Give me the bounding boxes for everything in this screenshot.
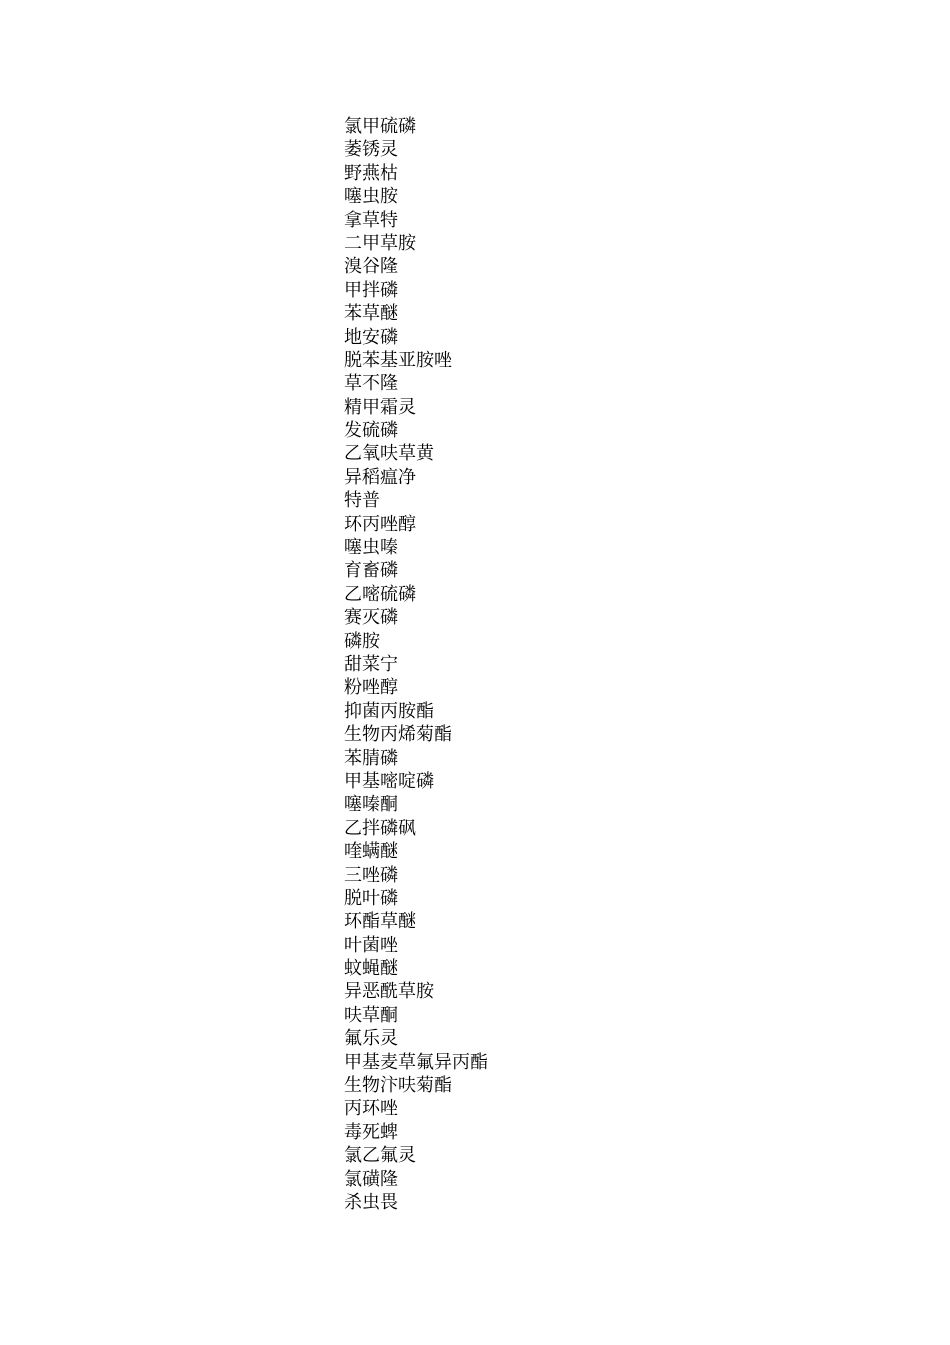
list-item: 苯草醚: [344, 303, 398, 325]
list-item: 异稻瘟净: [344, 466, 416, 488]
list-item: 精甲霜灵: [344, 396, 416, 418]
list-item: 环酯草醚: [344, 911, 416, 933]
list-item: 野燕枯: [344, 162, 398, 184]
list-item: 生物丙烯菊酯: [344, 724, 452, 746]
list-item: 溴谷隆: [344, 256, 398, 278]
list-item: 氯乙氟灵: [344, 1145, 416, 1167]
list-item: 氯磺隆: [344, 1168, 398, 1190]
list-item: 毒死蜱: [344, 1121, 398, 1143]
list-item: 育畜磷: [344, 560, 398, 582]
list-item: 三唑磷: [344, 864, 398, 886]
list-item: 生物汴呋菊酯: [344, 1075, 452, 1097]
list-item: 特普: [344, 490, 380, 512]
list-item: 发硫磷: [344, 420, 398, 442]
list-item: 喹螨醚: [344, 841, 398, 863]
list-item: 呋草酮: [344, 1004, 398, 1026]
list-item: 脱叶磷: [344, 887, 398, 909]
list-item: 杀虫畏: [344, 1191, 398, 1213]
list-item: 脱苯基亚胺唑: [344, 349, 452, 371]
list-item: 氯甲硫磷: [344, 116, 416, 137]
list-item: 乙嘧硫磷: [344, 583, 416, 605]
list-item: 甜菜宁: [344, 653, 398, 675]
list-item: 噻嗪酮: [344, 794, 398, 816]
list-item: 磷胺: [344, 630, 380, 652]
list-item: 异恶酰草胺: [344, 981, 434, 1003]
list-item: 蚊蝇醚: [344, 958, 398, 980]
list-item: 赛灭磷: [344, 607, 398, 629]
list-item: 噻虫胺: [344, 186, 398, 208]
list-item: 乙拌磷砜: [344, 817, 416, 839]
list-item: 叶菌唑: [344, 934, 398, 956]
list-item: 萎锈灵: [344, 139, 398, 161]
list-item: 甲基嘧啶磷: [344, 770, 434, 792]
list-item: 噻虫嗪: [344, 537, 398, 559]
list-item: 苯腈磷: [344, 747, 398, 769]
list-item: 抑菌丙胺酯: [344, 700, 434, 722]
list-item: 草不隆: [344, 373, 398, 395]
list-item: 甲基麦草氟异丙酯: [344, 1051, 488, 1073]
list-item: 粉唑醇: [344, 677, 398, 699]
list-item: 拿草特: [344, 209, 398, 231]
list-item: 地安磷: [344, 326, 398, 348]
list-item: 丙环唑: [344, 1098, 398, 1120]
list-item: 甲拌磷: [344, 279, 398, 301]
pesticide-name-list: [344, 115, 488, 1214]
list-item: 环丙唑醇: [344, 513, 416, 535]
list-item: 二甲草胺: [344, 232, 416, 254]
list-item: 氟乐灵: [344, 1028, 398, 1050]
list-item: 乙氧呋草黄: [344, 443, 434, 465]
